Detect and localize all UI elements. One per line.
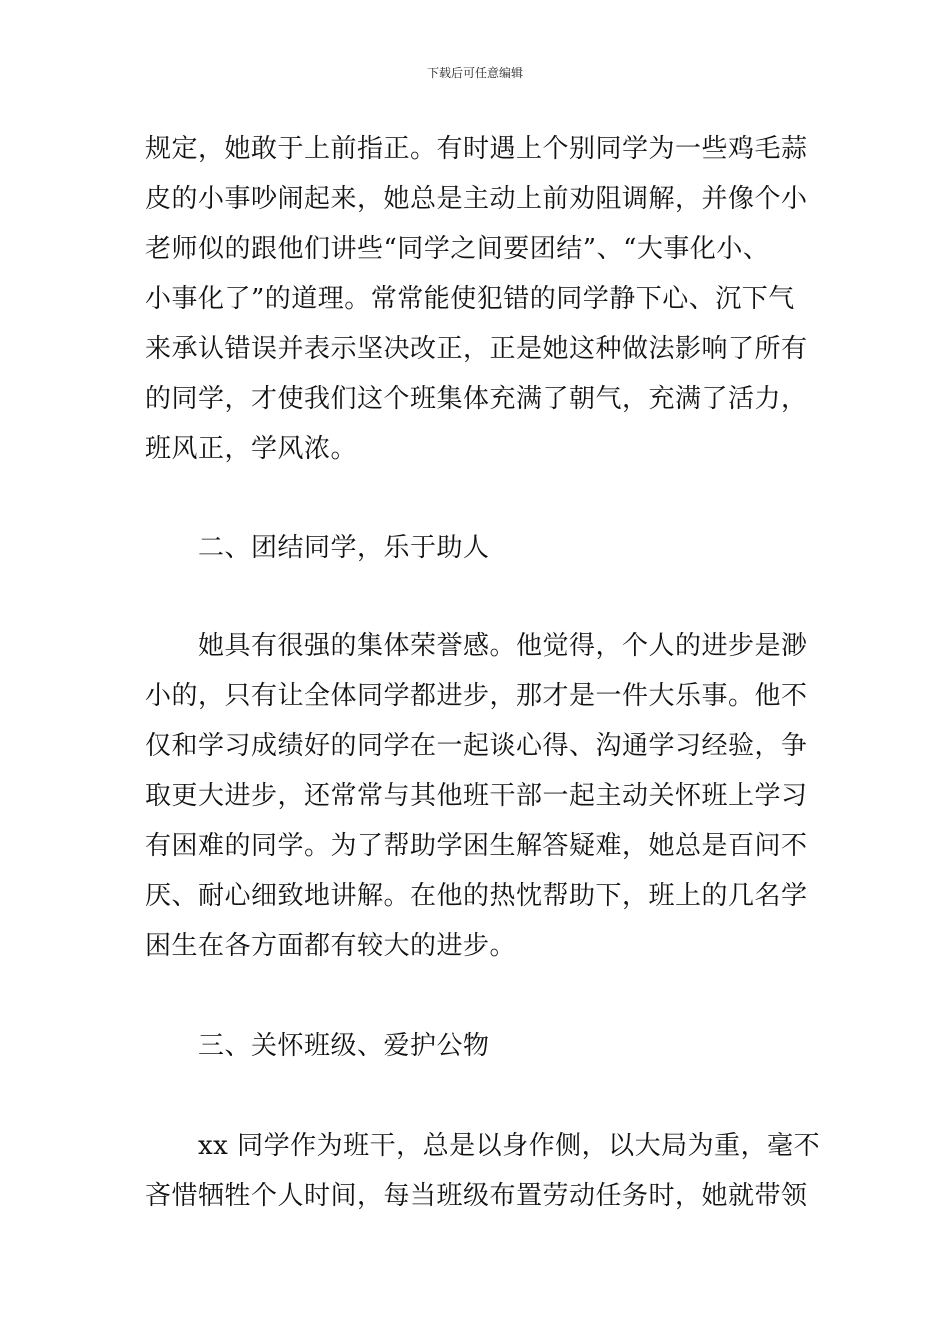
header-note: 下载后可任意编辑: [426, 66, 523, 80]
body-line: 来承认错误并表示坚决改正，正是她这种做法影响了所有: [145, 334, 808, 364]
body-line: 小事化了”的道理。常常能使犯错的同学静下心、沉下气: [145, 284, 795, 314]
body-line: 的同学，才使我们这个班集体充满了朝气，充满了活力，: [145, 384, 808, 414]
body-line: 取更大进步，还常常与其他班干部一起主动关怀班上学习: [145, 781, 808, 811]
body-line: 困生在各方面都有较大的进步。: [145, 931, 517, 961]
section-heading: 二、团结同学，乐于助人: [145, 533, 490, 563]
body-line: 有困难的同学。为了帮助学困生解答疑难，她总是百问不: [145, 831, 808, 861]
body-line: 吝惜牺牲个人时间，每当班级布置劳动任务时，她就带领: [145, 1181, 808, 1211]
body-line: 规定，她敢于上前指正。有时遇上个别同学为一些鸡毛蒜: [145, 134, 808, 164]
section-heading: 三、关怀班级、爱护公物: [145, 1031, 490, 1061]
body-line: 皮的小事吵闹起来，她总是主动上前劝阻调解，并像个小: [145, 184, 808, 214]
body-line: 厌、耐心细致地讲解。在他的热忱帮助下，班上的几名学: [145, 881, 808, 911]
body-line: 老师似的跟他们讲些“同学之间要团结”、“大事化小、: [145, 234, 770, 264]
body-line: 她具有很强的集体荣誉感。他觉得，个人的进步是渺: [145, 631, 808, 661]
body-line: 仅和学习成绩好的同学在一起谈心得、沟通学习经验，争: [145, 731, 808, 761]
body-line: 小的，只有让全体同学都进步，那才是一件大乐事。他不: [145, 681, 808, 711]
body-line: xx 同学作为班干，总是以身作侧，以大局为重，毫不: [145, 1131, 821, 1161]
body-line: 班风正，学风浓。: [145, 434, 358, 464]
